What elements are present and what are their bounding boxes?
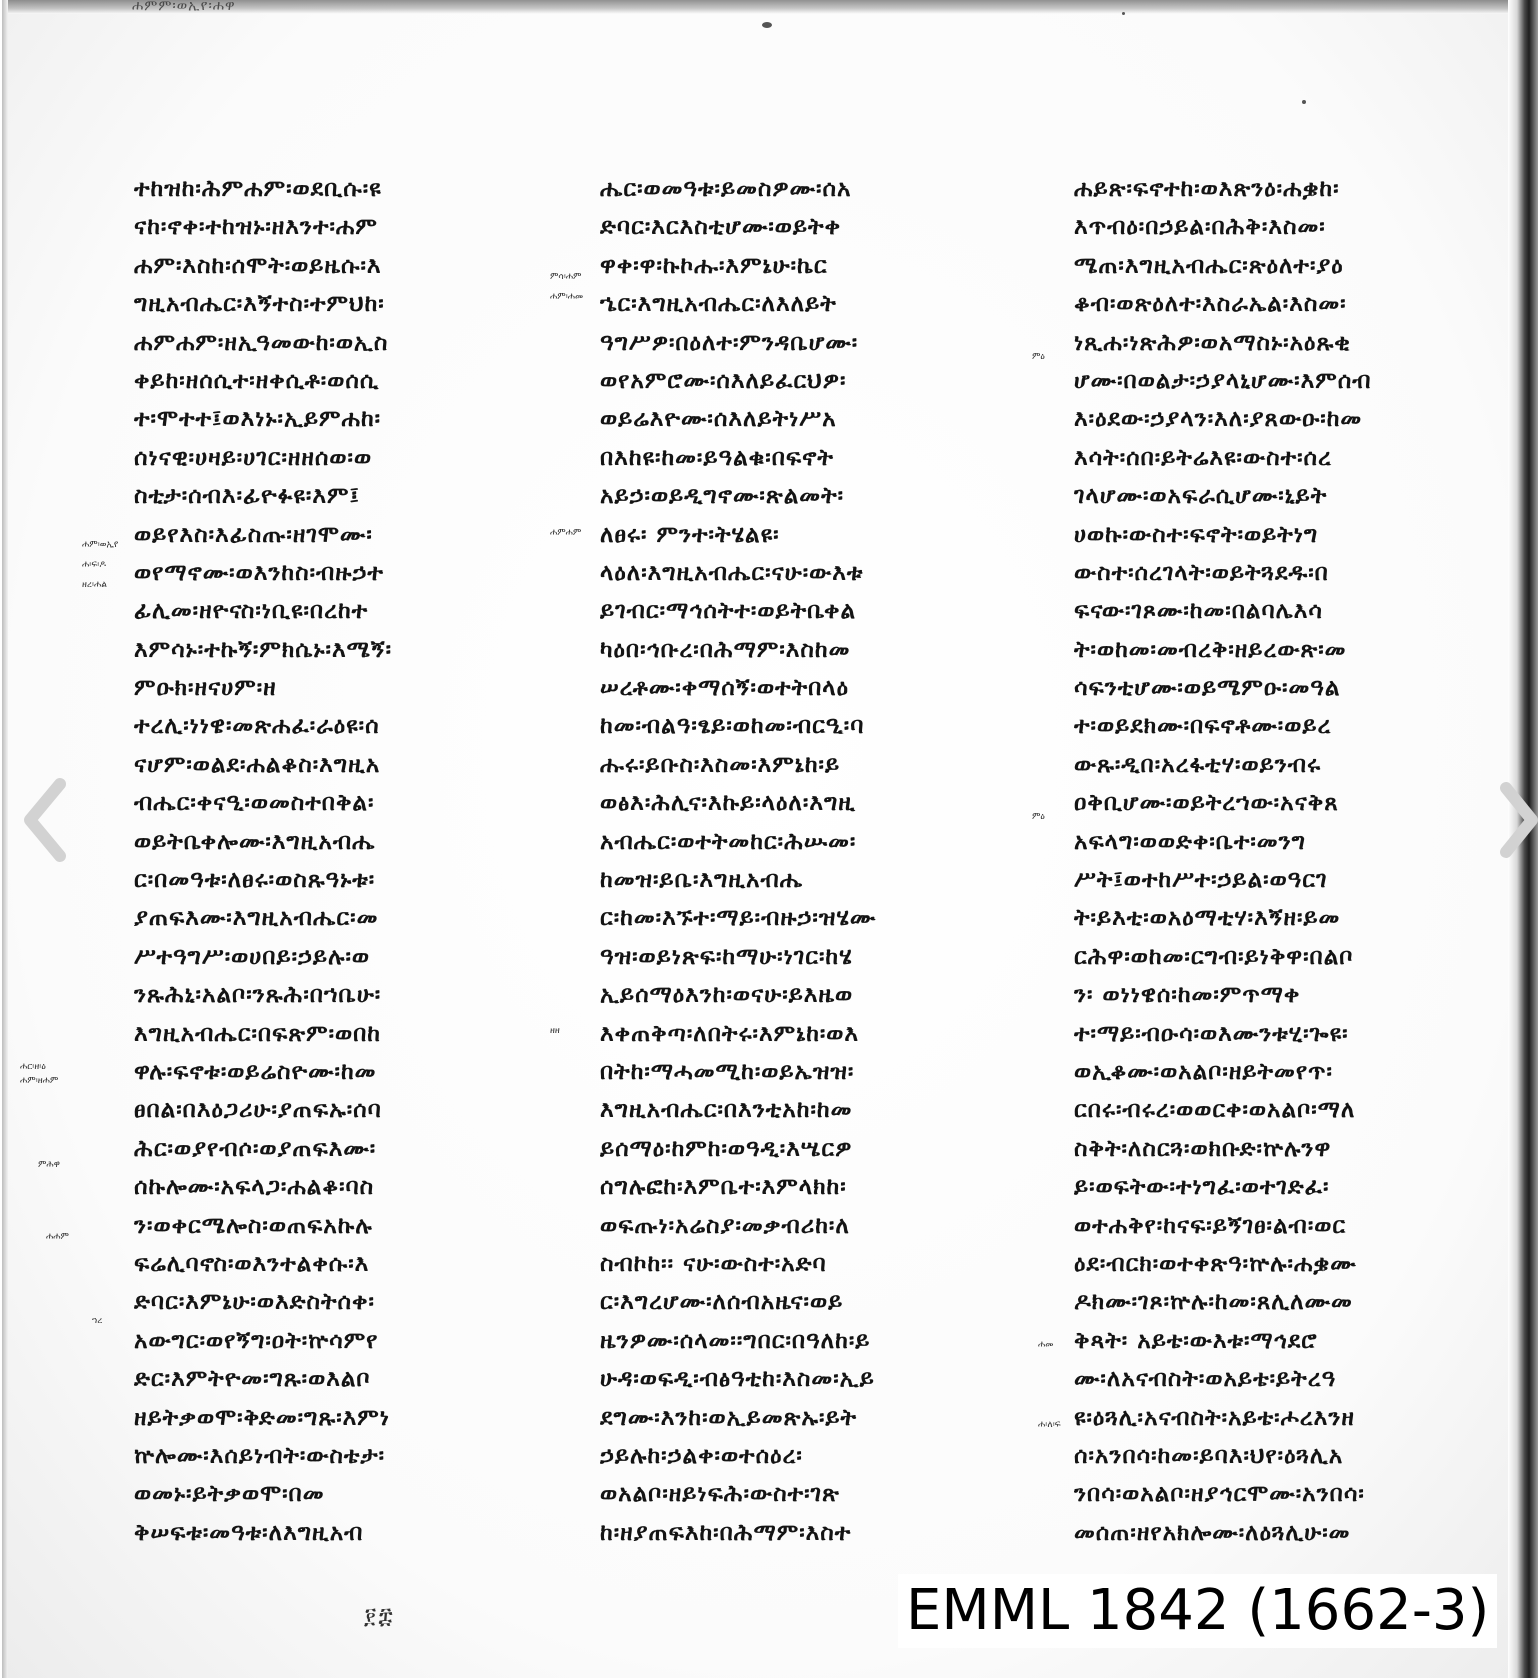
manuscript-line: አይኃ፡ወይዲግኖሙ፡ጽልመት፡ <box>600 483 845 510</box>
manuscript-line: ፍናው፡ገጾሙ፡ከመ፡በልባሌእሳ <box>1074 598 1323 625</box>
margin-note: ምዕ <box>1032 812 1045 822</box>
manuscript-line: በእከዩ፡ከመ፡ይዓልቁ፡በፍኖት <box>600 444 834 471</box>
manuscript-line: ፀበል፡በእዕጋሪሁ፡ያጠፍኡ፡ሰባ <box>134 1097 382 1124</box>
margin-note: ዘዘ <box>550 1026 560 1036</box>
manuscript-scan <box>2 0 1538 1678</box>
manuscript-line: ኵሎሙ፡እሰይነብት፡ውስቴታ፡ <box>134 1442 386 1469</box>
manuscript-line: ርሕዋ፡ወከመ፡ርግብ፡ይነቅዋ፡በልቦ <box>1074 943 1354 970</box>
manuscript-line: ይገብር፡ማኅሰትተ፡ወይትቤቀል <box>600 598 857 625</box>
manuscript-line: እጥብዕ፡በኃይል፡በሕቅ፡እስመ፡ <box>1074 214 1326 241</box>
manuscript-line: ተ፡ማይ፡ብዑሳ፡ወእሙንቱሂ፡ጐዩ፡ <box>1074 1020 1349 1047</box>
manuscript-line: አብሔር፡ወተትመከር፡ሕሡመ፡ <box>600 828 857 855</box>
manuscript-line: ዶክሙ፡ገጾ፡ኵሉ፡ከመ፡ጸሊለሙመ <box>1074 1289 1353 1316</box>
manuscript-line: ናሆም፡ወልደ፡ሐልቆስ፡እግዚአ <box>134 751 381 778</box>
manuscript-line: ውስተ፡ሰረገላት፡ወይትጓደዱ፡በ <box>1074 559 1329 586</box>
manuscript-line: ር፡እግረሆሙ፡ለሰብአዜና፡ወይ <box>600 1289 844 1316</box>
manuscript-line: ሰኩሎሙ፡አፍላጋ፡ሐልቆ፡ባስ <box>134 1174 375 1201</box>
manuscript-line: ያጠፍእሙ፡እግዚአብሔር፡መ <box>134 905 379 932</box>
manuscript-line: ኃይሉከ፡ኃልቀ፡ወተሰዕረ፡ <box>600 1442 803 1469</box>
manuscript-line: ዓዝ፡ወይነጽፍ፡ከማሁ፡ነገር፡ከሄ <box>600 943 853 970</box>
chevron-right-icon <box>1496 770 1540 870</box>
scan-left-edge <box>2 0 8 1678</box>
text-column-1 <box>134 170 554 1552</box>
margin-note: ምሳ፡ሐም <box>550 272 582 282</box>
manuscript-line: ላዕለ፡እግዚአብሔር፡ናሁ፡ውእቱ <box>600 559 864 586</box>
text-column-2 <box>600 170 1032 1552</box>
next-image-button[interactable] <box>1496 770 1540 870</box>
manuscript-line: እምሳኑ፡ተኩኝ፡ምክሴኑ፡እሜኝ፡ <box>134 636 393 663</box>
text-column-3 <box>1074 170 1494 1552</box>
manuscript-line: ሐምሐም፡ዘኢዓመውከ፡ወኢስ <box>134 329 389 356</box>
folio-mark: ፻፰ <box>364 1604 395 1629</box>
manuscript-line: ናከ፡ኖቀ፡ተከዝኑ፡ዘእንተ፡ሐም <box>134 214 378 241</box>
manuscript-line: ን፡ ወነነዌሰ፡ከመ፡ምጥማቀ <box>1074 982 1301 1009</box>
image-caption: EMML 1842 (1662-3) <box>898 1574 1497 1648</box>
manuscript-line: አፍላግ፡ወወድቀ፡ቤተ፡መንግ <box>1074 828 1306 855</box>
manuscript-line: ወየማኖሙ፡ወእንከስ፡ብዙኃተ <box>134 559 384 586</box>
manuscript-line: ወመኑ፡ይትቃወሞ፡በመ <box>134 1481 325 1508</box>
scan-speck <box>1302 100 1306 104</box>
manuscript-line: ት፡ይእቲ፡ወአዕማቲሃ፡እኝዘ፡ይመ <box>1074 905 1341 932</box>
manuscript-line: ተከዝከ፡ሕምሐም፡ወደቢሱ፡ዩ <box>134 176 382 202</box>
margin-note: ሐሐም <box>46 1232 69 1242</box>
margin-note: ሐምሐም <box>550 528 582 538</box>
manuscript-line: ፍሬሊባኖስ፡ወእንተልቀሱ፡እ <box>134 1250 370 1277</box>
manuscript-line: ሀወኩ፡ውስተ፡ፍኖት፡ወይትነግ <box>1074 521 1319 548</box>
manuscript-line: አውግር፡ወየኝግ፡ዐት፡ኵሳምየ <box>134 1327 379 1354</box>
manuscript-line: ሥተዓግሥ፡ወሀበይ፡ኃይሉ፡ወ <box>134 943 371 970</box>
manuscript-line: እግዚአብሔር፡በፍጽም፡ወበከ <box>134 1020 381 1047</box>
manuscript-line: ሰ፡አንበሳ፡ከመ፡ይባእ፡ህየ፡ዕጓሊአ <box>1074 1442 1344 1469</box>
margin-note: ሐም፡ሐመ <box>550 292 584 302</box>
manuscript-line: ን፡ወቀርሜሎስ፡ወጠፍአኩሉ <box>134 1212 373 1239</box>
manuscript-line: ከ፡ዘያጠፍእከ፡በሕማም፡እስተ <box>600 1519 852 1546</box>
margin-note: ኀረ <box>92 1316 103 1326</box>
manuscript-line: ተ፡ወይደክሙ፡በፍኖቶሙ፡ወይረ <box>1074 713 1332 740</box>
manuscript-line: ቀይከ፡ዘሰሲተ፡ዘቀሲቶ፡ወሰሲ <box>134 367 380 394</box>
manuscript-line: ሆሙ፡በወልታ፡ኃያላኒሆሙ፡እምሰብ <box>1074 367 1372 394</box>
manuscript-line: ሰግሉፎከ፡እምቤተ፡እምላክከ፡ <box>600 1174 847 1201</box>
manuscript-line: ወአልቦ፡ዘይነፍሕ፡ውስተ፡ገጽ <box>600 1481 840 1508</box>
manuscript-line: ቅሠፍቱ፡መዓቱ፡ለእግዚአብ <box>134 1519 364 1546</box>
manuscript-line: ወፍጡነ፡አሬስያ፡መቃብሪከ፡ለ <box>600 1212 850 1239</box>
manuscript-line: ወፅእ፡ሕሊና፡እኩይ፡ላዕለ፡እግዚ <box>600 790 856 817</box>
manuscript-line: ከመ፡ብልዓ፡ፄይ፡ወከመ፡ብርዒ፡ባ <box>600 713 865 740</box>
manuscript-line: እቀጠቅጣ፡ለበትሩ፡እምኔከ፡ወእ <box>600 1020 860 1047</box>
manuscript-line: ኢይሰማዕእንከ፡ወናሁ፡ይእዜወ <box>600 982 854 1009</box>
manuscript-line: ወኢቆሙ፡ወአልቦ፡ዘይትመየጥ፡ <box>1074 1058 1333 1085</box>
manuscript-line: ስቲታ፡ሰብእ፡ፊዮፉዩ፡እም፤ <box>134 483 360 510</box>
chevron-left-icon <box>18 770 74 870</box>
manuscript-line: ይ፡ወፍትው፡ተነግፈ፡ወተገድፈ፡ <box>1074 1174 1330 1201</box>
manuscript-line: ሜጠ፡እግዚአብሔር፡ጽዕለተ፡ያዕ <box>1074 252 1344 279</box>
margin-note: ሐ፡ለ፡ፍ <box>1038 1420 1061 1430</box>
manuscript-line: ሰነናዊ፡ሀዛይ፡ሀገር፡ዘዘሰወ፡ወ <box>134 444 373 471</box>
manuscript-line: ሠረቶሙ፡ቀማሰኝ፡ወተትበላዕ <box>600 675 850 702</box>
manuscript-line: ነጺሐ፡ነጽሕዎ፡ወአማስኑ፡አዕጹቂ <box>1074 329 1351 356</box>
manuscript-line: ወይየእስ፡እፊስጡ፡ዘገሞሙ፡ <box>134 521 373 548</box>
manuscript-line: ከመዝ፡ይቤ፡እግዚአብሔ <box>600 867 804 894</box>
top-strip-text: ሐምም፡ወኢየ፡ሐዋ <box>132 0 236 14</box>
manuscript-line: ርበሩ፡ብሩረ፡ወወርቀ፡ወአልቦ፡ማለ <box>1074 1097 1356 1124</box>
manuscript-line: ዩ፡ዕጓሊ፡አናብስት፡አይቴ፡ሖረእንዘ <box>1074 1404 1355 1431</box>
manuscript-line: ድባር፡እርእስቲሆሙ፡ወይትቀ <box>600 214 842 241</box>
manuscript-line: ስብኮከ፡፡ ናሁ፡ውስተ፡አድባ <box>600 1250 827 1277</box>
manuscript-line: እግዚአብሔር፡በእንቲአከ፡ከመ <box>600 1097 853 1124</box>
manuscript-line: ሙ፡ለአናብስት፡ወአይቴ፡ይትረዓ <box>1074 1366 1337 1393</box>
manuscript-line: ዜንዎሙ፡ሰላመ፡፡ግበር፡በዓለከ፡ይ <box>600 1327 871 1354</box>
manuscript-line: ር፡በመዓቱ፡ለፀሩ፡ወስጹዓኑቱ፡ <box>134 867 376 894</box>
manuscript-line: በትከ፡ማሓመሚከ፡ወይኤዝዝ፡ <box>600 1058 855 1085</box>
manuscript-line: ር፡ከመ፡እኙተ፡ማይ፡ብዙኃ፡ዝሄሙ <box>600 905 877 932</box>
manuscript-line: ደግሙ፡እንከ፡ወኢይመጽኡ፡ይት <box>600 1404 858 1431</box>
manuscript-line: ሐይጽ፡ፍኖተከ፡ወእጽንዕ፡ሐቌከ፡ <box>1074 176 1340 202</box>
manuscript-line: ሔር፡ወመዓቱ፡ይመስዎሙ፡ሰአ <box>600 176 852 202</box>
margin-note: ሐመ <box>1038 1340 1054 1350</box>
manuscript-line: ብሔር፡ቀናዒ፡ወመስተበቅል፡ <box>134 790 375 817</box>
margin-note: ሐ፡ፍ፡ዶ <box>82 560 106 570</box>
manuscript-line: ሳፍንቲሆሙ፡ወይሜምዑ፡መዓል <box>1074 675 1341 702</box>
manuscript-line: ንበሳ፡ወአልቦ፡ዘያኅርሞሙ፡አንበሳ፡ <box>1074 1481 1365 1508</box>
margin-note: ሐም፡ዘሐም <box>20 1076 59 1086</box>
margin-note: ሐር፡ዘ፡ዕ <box>20 1062 46 1072</box>
manuscript-line: ተ፡ሞተተ፤ወእነኑ፡ኢይምሐከ፡ <box>134 406 382 433</box>
manuscript-line: ዐቅቢሆሙ፡ወይትረኀው፡አናቅጸ <box>1074 790 1339 817</box>
margin-note: ሐም፡ወኢየ <box>82 540 119 550</box>
manuscript-line: ፊሊመ፡ዘዮናስ፡ነቢዩ፡በረከተ <box>134 598 369 625</box>
manuscript-line: ዓግሥዎ፡በዕለተ፡ምንዳቤሆሙ፡ <box>600 329 859 356</box>
manuscript-line: መሰጠ፡ዘየአክሎሙ፡ለዕጓሊሁ፡መ <box>1074 1519 1351 1546</box>
manuscript-line: ወይሬእዮሙ፡ሰእለይትነሥአ <box>600 406 837 433</box>
manuscript-line: ቅጻት፡ አይቴ፡ውእቱ፡ማኅደሮ <box>1074 1327 1318 1354</box>
manuscript-line: እ፡ዕደው፡ኃያላን፡እለ፡ያጸውዑ፡ከመ <box>1074 406 1363 433</box>
manuscript-line: ለፀሩ፡ ምንተ፡ትሄልዩ፡ <box>600 521 780 548</box>
manuscript-line: ስቅት፡ለስርጓ፡ወክቡድ፡ኵሉንዋ <box>1074 1135 1332 1162</box>
manuscript-line: ሁዳ፡ወፍዲ፡ብፅዓቲከ፡እስመ፡ኢይ <box>600 1366 875 1393</box>
margin-note: ምዕ <box>1032 352 1045 362</box>
manuscript-line: ዋሉ፡ፍኖቱ፡ወይሬስዮሙ፡ከመ <box>134 1058 377 1085</box>
previous-image-button[interactable] <box>18 770 74 870</box>
manuscript-line: ወይትቤቀሎሙ፡እግዚአብሔ <box>134 828 376 855</box>
margin-note: ዘረ፡ሐል <box>82 580 107 590</box>
manuscript-line: ሐም፡እስከ፡ሰሞት፡ወይዜሱ፡እ <box>134 252 382 279</box>
manuscript-line: ወየአምሮሙ፡ሰእለይፈርህዎ፡ <box>600 367 847 394</box>
manuscript-line: ወተሐቅየ፡ከናፍ፡ይኝገፀ፡ልብ፡ወር <box>1074 1212 1347 1239</box>
manuscript-line: ንጹሕኒ፡አልቦ፡ንጹሕ፡በኀቤሁ፡ <box>134 982 382 1009</box>
manuscript-line: ገላሆሙ፡ወአፍራሲሆሙ፡ኒይት <box>1074 483 1328 510</box>
manuscript-line: ት፡ወከመ፡መብረቅ፡ዘይረውጽ፡መ <box>1074 636 1347 663</box>
manuscript-line: ድባር፡እምኔሁ፡ወእድስትሰቀ፡ <box>134 1289 375 1316</box>
manuscript-line: ሕር፡ወያየብሶ፡ወያጠፍእሙ፡ <box>134 1135 377 1162</box>
manuscript-line: ድር፡እምትዮመ፡ግጹ፡ወእልቦ <box>134 1366 371 1393</box>
manuscript-line: ሑሩ፡ይቡስ፡እስመ፡እምኔከ፡ይ <box>600 751 841 778</box>
manuscript-line: ይሰማዕ፡ከምከ፡ወዓዲ፡እሤርዎ <box>600 1135 853 1162</box>
manuscript-line: ምዑክ፡ዘናሀም፡ዘ <box>134 675 277 702</box>
manuscript-line: ቆብ፡ወጽዕለተ፡እስራኤል፡እስመ፡ <box>1074 291 1347 318</box>
scan-speck <box>762 22 772 28</box>
manuscript-line: ሥት፤ወተከሥተ፡ኃይል፡ወዓርገ <box>1074 867 1328 894</box>
scan-speck <box>1122 12 1125 15</box>
manuscript-line: ዘይትቃወሞ፡ቅድመ፡ግጹ፡እምነ <box>134 1404 390 1431</box>
manuscript-line: እሳት፡ሰበ፡ይትሬእዩ፡ውስተ፡ሰረ <box>1074 444 1332 471</box>
margin-note: ምሕዋ <box>38 1160 60 1170</box>
manuscript-line: ካዕበ፡ኅቡረ፡በሕማም፡እስከመ <box>600 636 851 663</box>
manuscript-line: ዋቀ፡ዋ፡ኩኮሑ፡እምኔሁ፡ኬር <box>600 252 828 279</box>
manuscript-line: ውጹ፡ዲበ፡አረፋቲሃ፡ወይንብሩ <box>1074 751 1322 778</box>
manuscript-line: ኄር፡እግዚአብሔር፡ለእለይት <box>600 291 837 318</box>
manuscript-line: ተረሊ፡ነነዌ፡መጽሐፈ፡ራዕዩ፡ሰ <box>134 713 380 740</box>
manuscript-line: ዕደ፡ብርክ፡ወተቀጽዓ፡ኵሉ፡ሐቌሙ <box>1074 1250 1357 1277</box>
manuscript-line: ግዚአብሔር፡እኝተስ፡ተምህከ፡ <box>134 291 385 318</box>
